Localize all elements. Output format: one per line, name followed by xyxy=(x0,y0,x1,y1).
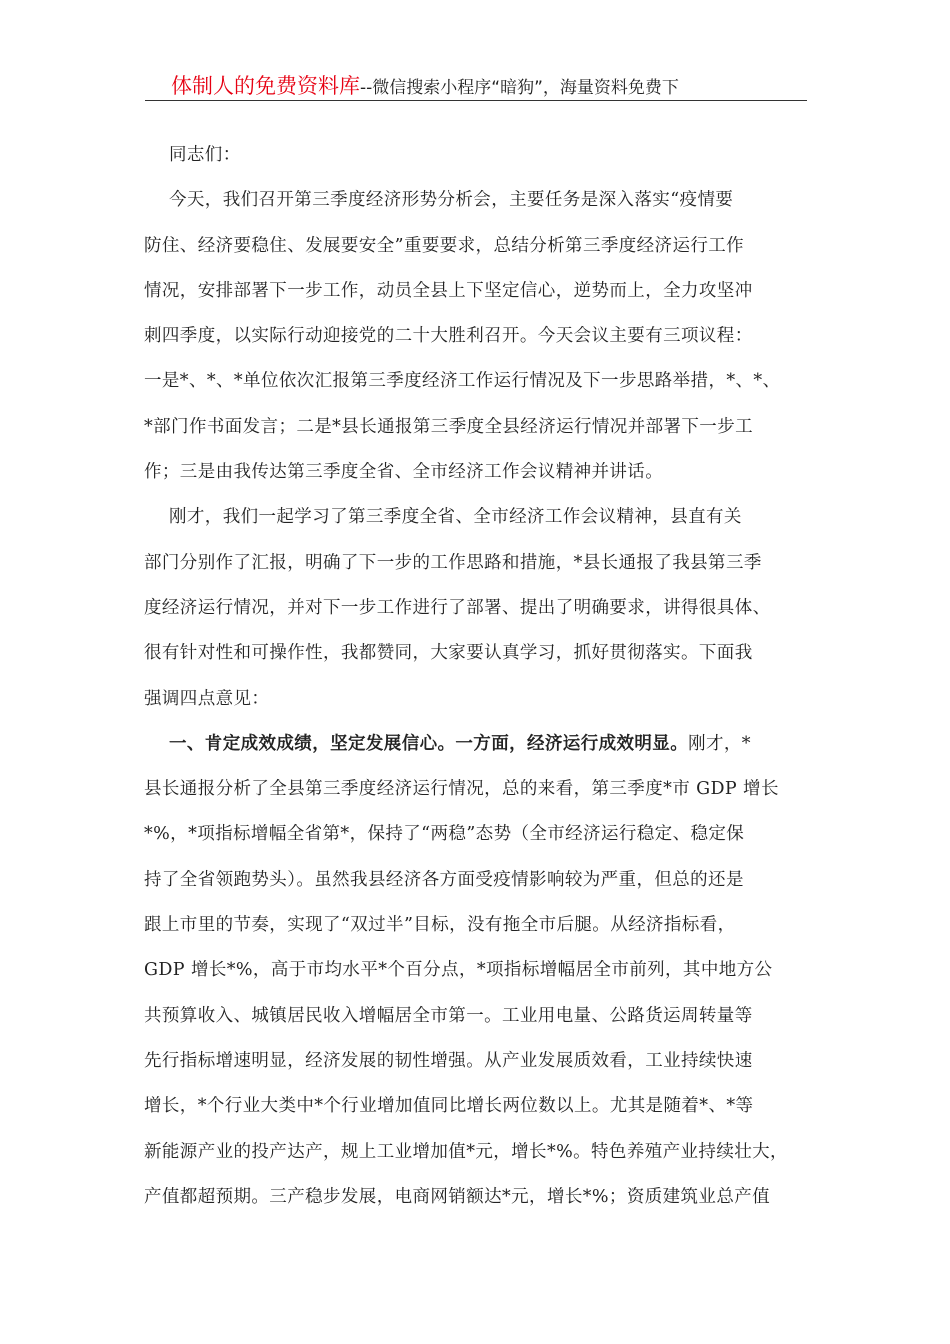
text-line xyxy=(144,767,812,812)
text-line xyxy=(144,1039,812,1084)
text-line xyxy=(144,314,812,359)
text-line xyxy=(144,495,812,540)
paragraph-text: 强调四点意见： xyxy=(144,688,270,709)
text-line xyxy=(144,677,812,722)
text-line xyxy=(144,903,812,948)
paragraph-text: 情况，安排部署下一步工作，动员全县上下坚定信心，逆势而上，全力攻坚冲 xyxy=(144,280,753,301)
paragraph-text: GDP 增长*%，高于市均水平*个百分点，*项指标增幅居全市前列，其中地方公 xyxy=(144,960,773,981)
paragraph-text: 刚才，* xyxy=(688,733,751,754)
paragraph-text: 增长，*个行业大类中*个行业增加值同比增长两位数以上。尤其是随着*、*等 xyxy=(144,1096,754,1117)
text-line xyxy=(144,994,812,1039)
text-line xyxy=(144,359,812,404)
bold-heading-text: 一、肯定成效成绩，坚定发展信心。一方面，经济运行成效明显。 xyxy=(169,733,689,754)
paragraph-text: 同志们： xyxy=(169,145,241,165)
document-body xyxy=(144,133,812,1220)
paragraph-text: *部门作书面发言；二是*县长通报第三季度全县经济运行情况并部署下一步工 xyxy=(144,416,753,437)
header-tagline: --微信搜索小程序“暗狗”，海量资料免费下 xyxy=(360,78,679,98)
text-line xyxy=(144,1084,812,1129)
paragraph-text: 很有针对性和可操作性，我都赞同，大家要认真学习，抓好贯彻落实。下面我 xyxy=(144,643,753,664)
paragraph-text: 刚才，我们一起学习了第三季度全省、全市经济工作会议精神，县直有关 xyxy=(169,507,742,528)
header-divider xyxy=(145,100,807,101)
paragraph-text: 刺四季度，以实际行动迎接党的二十大胜利召开。今天会议主要有三项议程： xyxy=(144,326,753,347)
page-header xyxy=(145,70,807,102)
paragraph-text: 度经济运行情况，并对下一步工作进行了部署、提出了明确要求，讲得很具体、 xyxy=(144,597,771,618)
text-line xyxy=(144,812,812,857)
text-line xyxy=(144,858,812,903)
paragraph-text: 县长通报分析了全县第三季度经济运行情况，总的来看，第三季度*市 GDP 增长 xyxy=(144,779,779,800)
paragraph-text: *%，*项指标增幅全省第*，保持了“两稳”态势（全市经济运行稳定、稳定保 xyxy=(144,824,745,845)
paragraph-text: 新能源产业的投产达产，规上工业增加值*元，增长*%。特色养殖产业持续壮大， xyxy=(144,1141,788,1162)
text-line xyxy=(144,1130,812,1175)
paragraph-text: 作；三是由我传达第三季度全省、全市经济工作会议精神并讲话。 xyxy=(144,462,664,483)
text-line xyxy=(144,405,812,450)
text-line xyxy=(144,1175,812,1220)
text-line xyxy=(144,450,812,495)
text-line xyxy=(144,224,812,269)
paragraph-text: 今天，我们召开第三季度经济形势分析会，主要任务是深入落实“疫情要 xyxy=(169,190,734,211)
paragraph-text: 持了全省领跑势头）。虽然我县经济各方面受疫情影响较为严重，但总的还是 xyxy=(144,869,744,890)
paragraph-text: 防住、经济要稳住、发展要安全”重要要求，总结分析第三季度经济运行工作 xyxy=(144,235,745,256)
paragraph-text: 部门分别作了汇报，明确了下一步的工作思路和措施，*县长通报了我县第三季 xyxy=(144,552,762,573)
paragraph-text: 一是*、*、*单位依次汇报第三季度经济工作运行情况及下一步思路举措，*、*、 xyxy=(144,371,781,392)
text-line xyxy=(144,948,812,993)
paragraph-text: 跟上市里的节奏，实现了“双过半”目标，没有拖全市后腿。从经济指标看， xyxy=(144,915,736,936)
text-line xyxy=(144,178,812,223)
text-line xyxy=(144,541,812,586)
header-brand: 体制人的免费资料库 xyxy=(171,74,360,98)
paragraph-text: 共预算收入、城镇居民收入增幅居全市第一。工业用电量、公路货运周转量等 xyxy=(144,1005,753,1026)
text-line xyxy=(144,722,812,767)
text-line xyxy=(144,269,812,314)
text-line xyxy=(144,133,812,178)
text-line xyxy=(144,586,812,631)
paragraph-text: 产值都超预期。三产稳步发展，电商网销额达*元，增长*%；资质建筑业总产值 xyxy=(144,1186,771,1207)
text-line xyxy=(144,631,812,676)
paragraph-text: 先行指标增速明显，经济发展的韧性增强。从产业发展质效看，工业持续快速 xyxy=(144,1050,753,1071)
